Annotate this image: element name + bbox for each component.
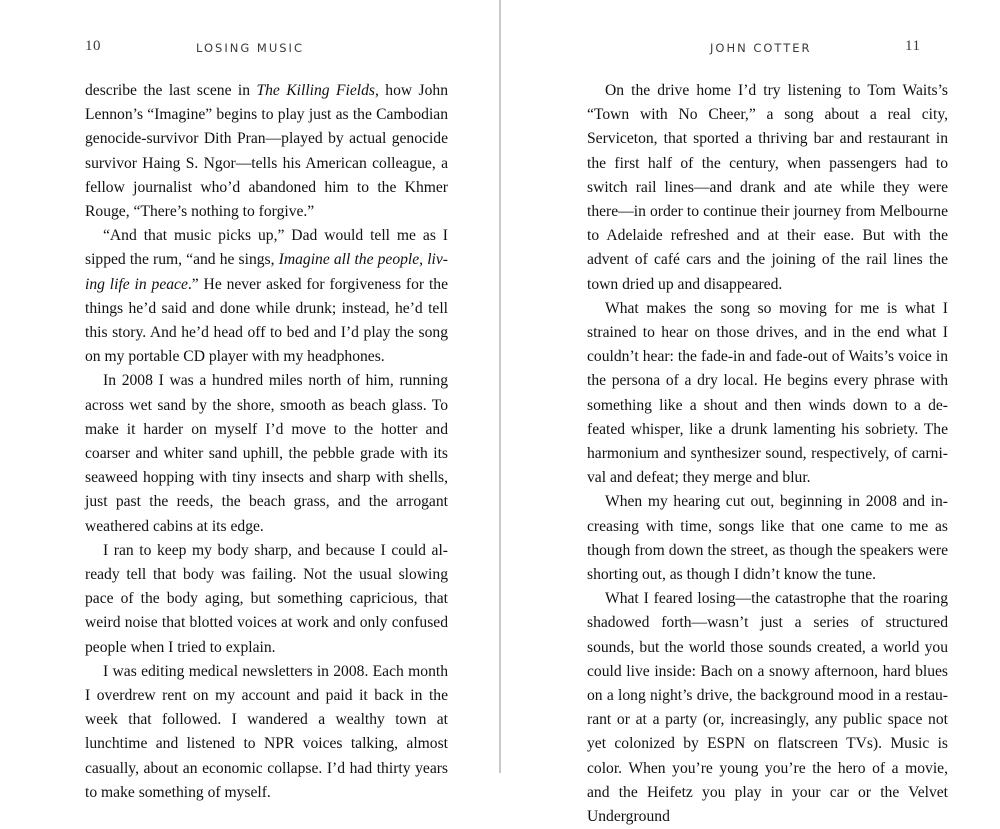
paragraph: [85, 539, 448, 660]
text-run: On the drive home I’d try listening to Tom Waits’s “Town with No Cheer,” a song about a real city, Serviceton, that sported a thriving bar and restaurant in the first half of the century, when passengers had to switch rail lines—and drank and ate while they were there—in order to continue their journey from Melbourne to Adelaide refreshed and at their ease. But with the advent of café cars and the joining of the rail lines the town dried up and disappeared.: [587, 82, 948, 293]
paragraph: [85, 79, 448, 224]
paragraph: [587, 297, 948, 491]
right-page-number: 11: [905, 38, 921, 54]
text-run: I was editing medical newsletters in 2008. Each month I overdrew rent on my account and paid it back in the week that followed. I wandered a wealthy town at lunchtime and listened to NPR voices talking, almost casually, about an economic collapse. I’d had thirty years to make something of myself.: [85, 662, 448, 801]
text-run: , how John Lennon’s “Imagine” begins to play just as the Cambodian genocide-survivor Dith Pran—played by actual genocide survivor Haing S. Ngor—tells his American colleague, a fellow journalist who’d abandoned him to the Khmer Rouge, “There’s nothing to forgive.”: [85, 82, 448, 221]
text-run: I ran to keep my body sharp, and because I could already tell that body was failing. Not the usual slowing pace of the body aging, but something capricious, that weird noise that blotted voices at work and only confused people when I tried to explain.: [85, 541, 448, 656]
text-run: What I feared losing—the catastrophe that the roaring shadowed forth—wasn’t just a series of structured sounds, but the world those sounds created, a world you could live inside: Bach on a snowy afternoon, hard blues on a long night’s drive, the background mood in a restaurant or at a party (or, increasingly, any public space not yet colonized by ESPN on flatscreen TVs). Music is color. When you’re young you’re the hero of a movie, and the Heifetz you play in your car or the Velvet Underground: [587, 590, 948, 826]
paragraph: [587, 490, 948, 587]
right-running-head: JOHN COTTER: [710, 41, 812, 55]
right-body-text: [587, 79, 948, 829]
paragraph: [85, 660, 448, 805]
left-page-number: 10: [85, 38, 101, 54]
left-running-head: LOSING MUSIC: [196, 41, 304, 55]
italic-text: The Killing Fields: [256, 82, 375, 99]
text-run: What makes the song so moving for me is what I strained to hear on those drives, and in the end what I couldn’t hear: the fade-in and fade-out of Waits’s voice in the persona of a dry local. He begins every phrase with something like a shout and then winds down to a defeated whisper, like a drunk lamenting his sobriety. The harmonium and synthesizer sound, respectively, of carnival and defeat; they merge and blur.: [587, 299, 948, 487]
text-run: When my hearing cut out, beginning in 2008 and increasing with time, songs like that one came to me as though from down the street, as though the speakers were shorting out, as though I didn’t know the tune.: [587, 493, 948, 584]
paragraph: [587, 79, 948, 297]
text-run: .” He never asked for forgiveness for the things he’d said and done while drunk; instead, he’d tell this story. And he’d head off to bed and I’d play the song on my portable CD player with my headphones.: [85, 275, 448, 366]
paragraph: [85, 369, 448, 538]
left-body-text: [85, 79, 448, 805]
right-page: [501, 0, 1000, 826]
paragraph: [587, 587, 948, 829]
text-run: describe the last scene in: [85, 82, 257, 99]
left-page: [0, 0, 499, 801]
italic-text: Imagine all the people, living life in peace: [85, 251, 448, 293]
paragraph: [85, 224, 448, 369]
text-run: In 2008 I was a hundred miles north of him, running across wet sand by the shore, smooth as beach glass. To make it harder on myself I’d move to the hotter and coarser and whiter sand uphill, the pebble grade with its seaweed hopping with tiny insects and sharp with shells, just past the reeds, the beach grass, and the arrogant weathered cabins at its edge.: [85, 372, 448, 535]
text-run: “And that music picks up,” Dad would tell me as I sipped the rum, “and he sings,: [85, 227, 448, 269]
